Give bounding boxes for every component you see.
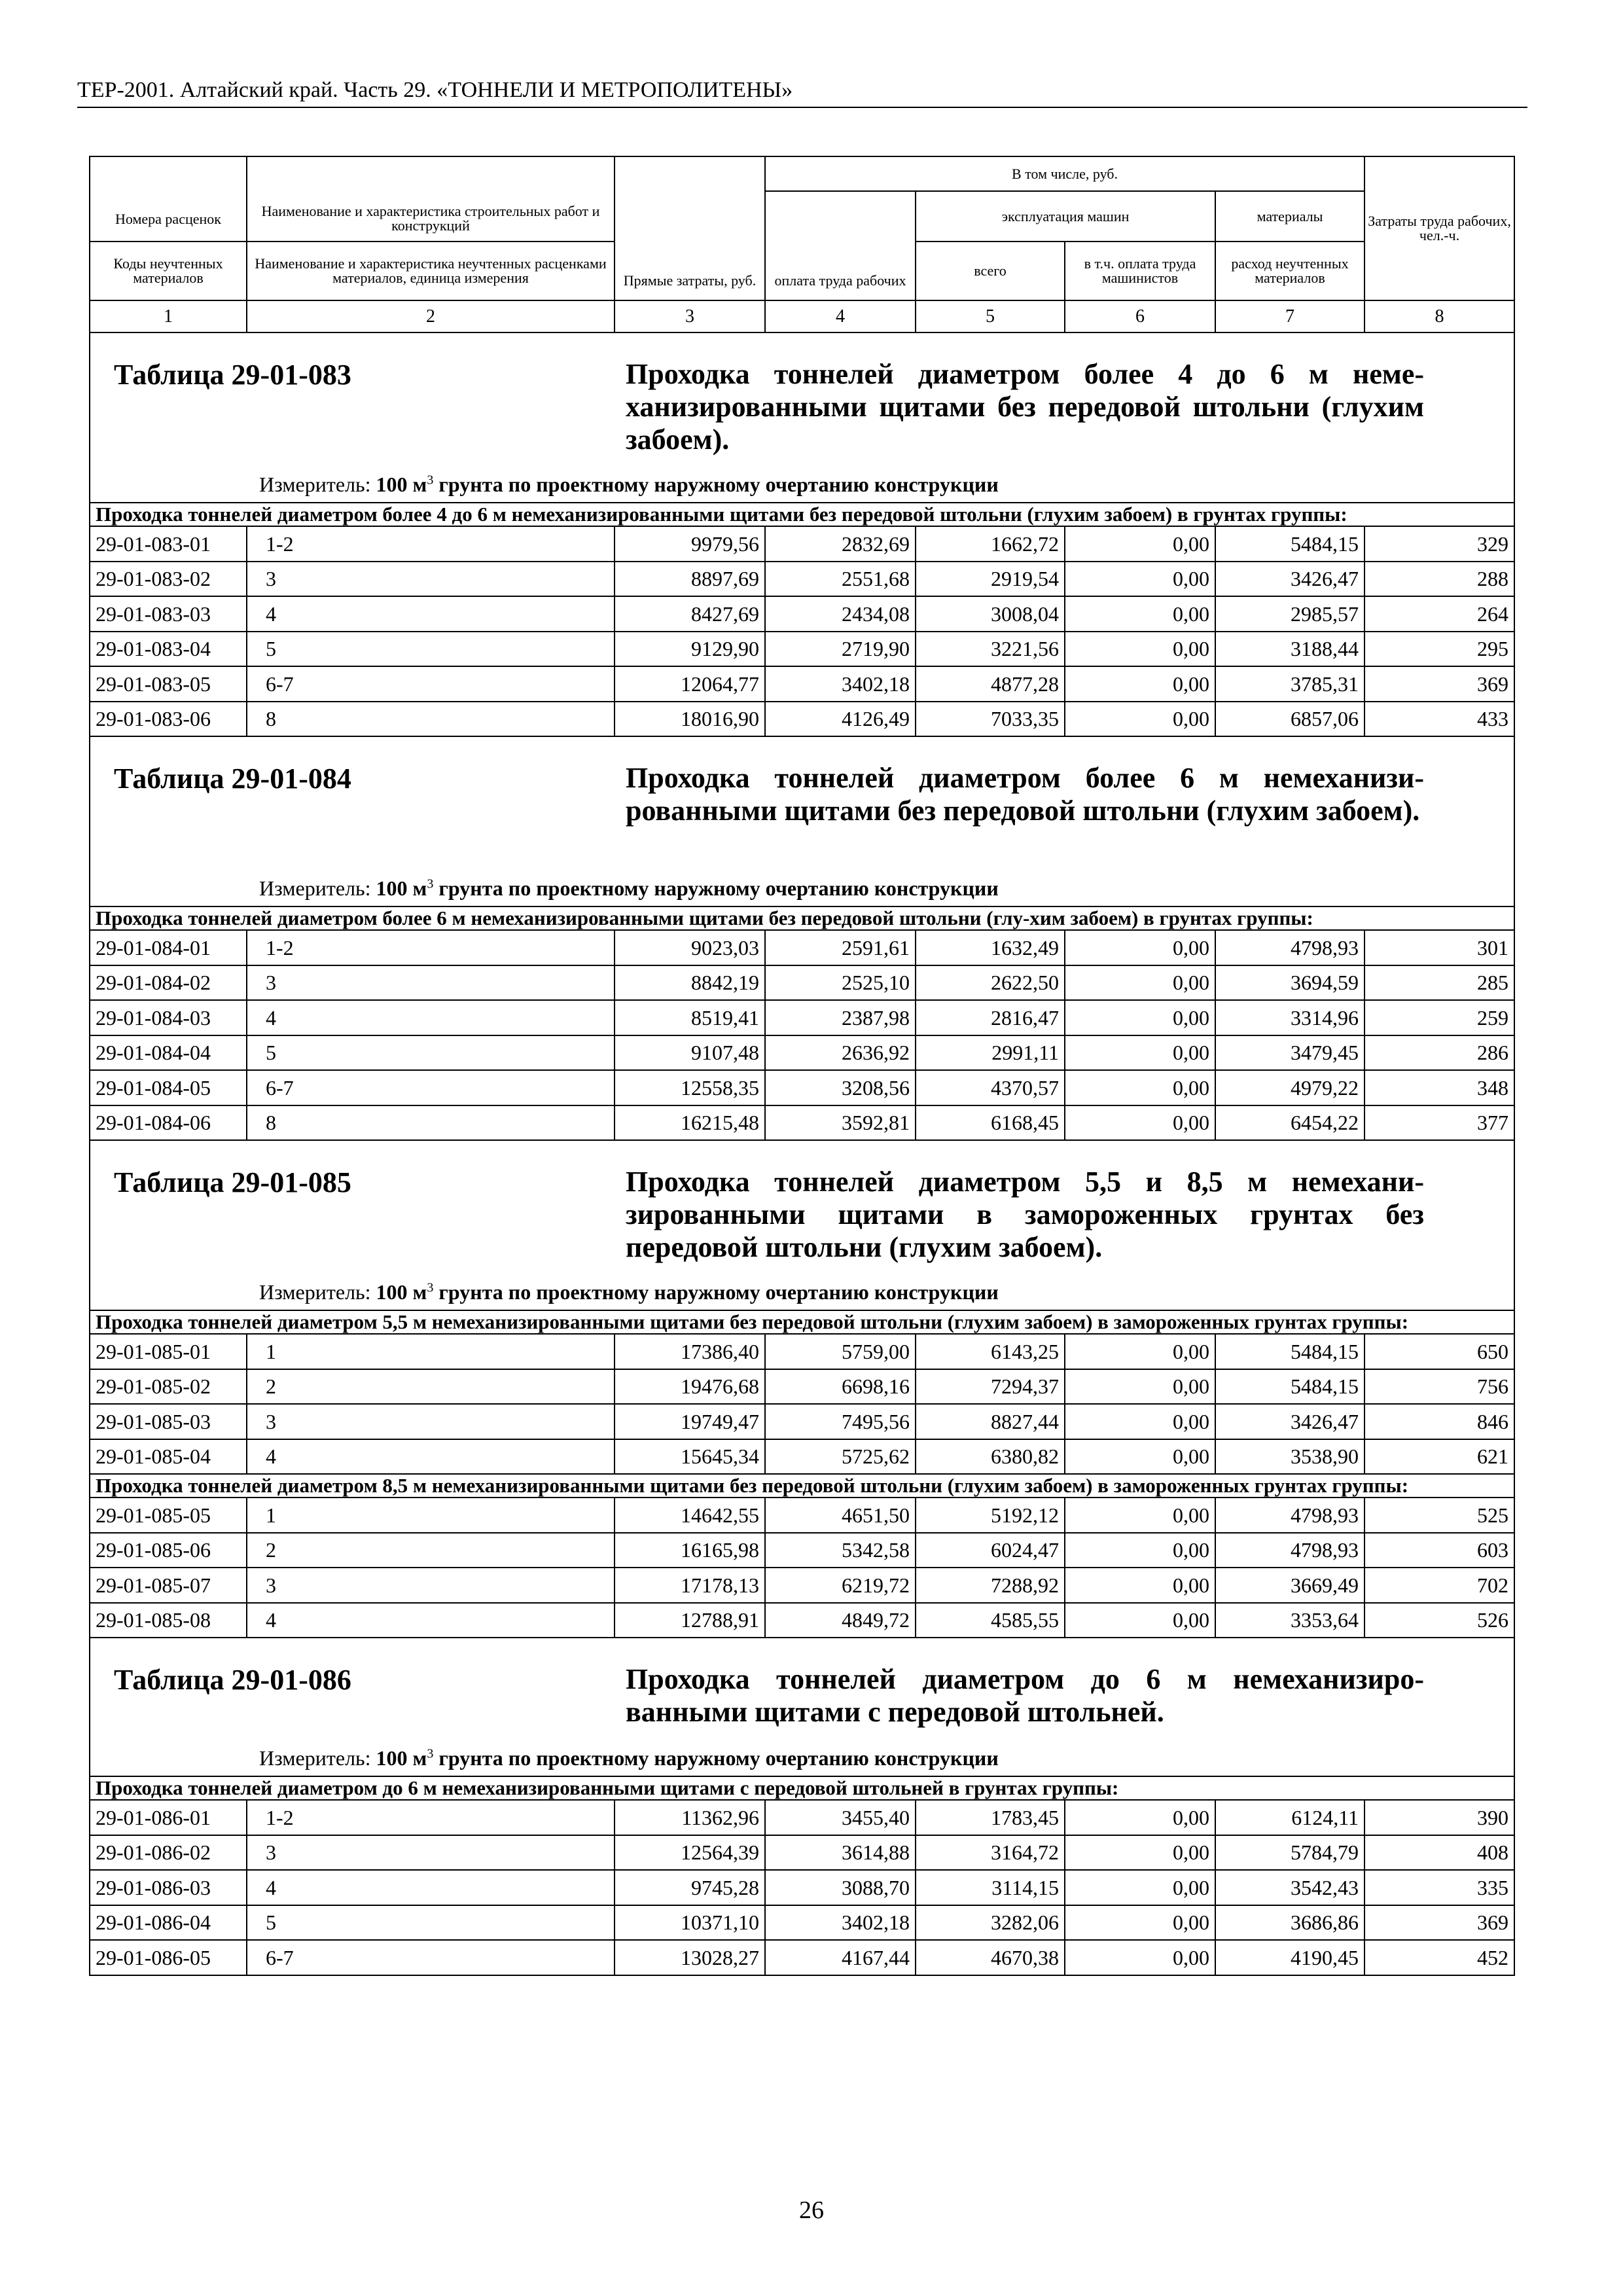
column-numbers-row <box>90 300 1514 332</box>
meter-unit: 100 м <box>376 1280 427 1304</box>
materials-cell: 6857,06 <box>1215 702 1364 737</box>
table-name: Проходка тоннелей диаметром до 6 м немеханизиро-ванными щитами с передовой штольней. <box>626 1663 1424 1728</box>
col-header-work-name: Наименование и характеристика строительных работ и конструкций <box>247 156 615 242</box>
table-title-cell <box>90 736 1514 906</box>
direct-costs-cell: 8897,69 <box>615 562 765 597</box>
labor-hours-cell: 433 <box>1364 702 1514 737</box>
rates-table <box>89 156 1515 1976</box>
machines-labor-cell: 0,00 <box>1065 1800 1215 1835</box>
labor-hours-cell: 329 <box>1364 526 1514 562</box>
materials-cell: 3188,44 <box>1215 632 1364 667</box>
materials-cell: 3669,49 <box>1215 1568 1364 1603</box>
machines-labor-cell: 0,00 <box>1065 965 1215 1001</box>
table-row <box>90 562 1514 597</box>
col-header-materials: материалы <box>1215 191 1364 242</box>
meter-unit-sup: 3 <box>427 876 434 891</box>
labor-hours-cell: 525 <box>1364 1498 1514 1533</box>
labor-pay-cell: 3208,56 <box>765 1070 916 1105</box>
ground-group-cell: 4 <box>247 1439 615 1475</box>
machines-total-cell: 7294,37 <box>916 1369 1065 1405</box>
rate-code-cell: 29-01-083-01 <box>90 526 247 562</box>
ground-group-cell: 4 <box>247 1603 615 1638</box>
table-row <box>90 1105 1514 1141</box>
group-subtitle: Проходка тоннелей диаметром до 6 м немеханизированными щитами с передовой штольней в грунтах группы: <box>90 1776 1514 1800</box>
col-header-materials-unaccounted: расход неучтенных материалов <box>1215 242 1364 300</box>
direct-costs-cell: 9023,03 <box>615 930 765 965</box>
table-title-cell <box>90 1638 1514 1776</box>
meter-unit-sup: 3 <box>427 1280 434 1295</box>
group-subtitle: Проходка тоннелей диаметром более 4 до 6 м немеханизированными щитами без передовой штольни (глухим забоем) в грунтах группы: <box>90 503 1514 526</box>
table-title-cell <box>90 332 1514 503</box>
machines-labor-cell: 0,00 <box>1065 1105 1215 1141</box>
machines-labor-cell: 0,00 <box>1065 1404 1215 1439</box>
labor-pay-cell: 7495,56 <box>765 1404 916 1439</box>
rate-code-cell: 29-01-085-03 <box>90 1404 247 1439</box>
direct-costs-cell: 9979,56 <box>615 526 765 562</box>
machines-total-cell: 6380,82 <box>916 1439 1065 1475</box>
rate-code-cell: 29-01-085-04 <box>90 1439 247 1475</box>
column-number: 7 <box>1215 300 1364 332</box>
rate-code-cell: 29-01-085-08 <box>90 1603 247 1638</box>
ground-group-cell: 6-7 <box>247 1070 615 1105</box>
labor-pay-cell: 3402,18 <box>765 666 916 702</box>
direct-costs-cell: 12564,39 <box>615 1835 765 1871</box>
group-subtitle: Проходка тоннелей диаметром более 6 м немеханизированными щитами без передовой штольни (глу-хим забоем) в грунтах группы: <box>90 906 1514 930</box>
machines-total-cell: 4585,55 <box>916 1603 1065 1638</box>
machines-labor-cell: 0,00 <box>1065 1334 1215 1369</box>
column-number: 4 <box>765 300 916 332</box>
labor-hours-cell: 846 <box>1364 1404 1514 1439</box>
direct-costs-cell: 12788,91 <box>615 1603 765 1638</box>
materials-cell: 3538,90 <box>1215 1439 1364 1475</box>
table-row <box>90 702 1514 737</box>
machines-total-cell: 4670,38 <box>916 1940 1065 1975</box>
ground-group-cell: 1-2 <box>247 1800 615 1835</box>
materials-cell: 3479,45 <box>1215 1035 1364 1071</box>
direct-costs-cell: 18016,90 <box>615 702 765 737</box>
table-meter <box>259 1746 999 1770</box>
machines-labor-cell: 0,00 <box>1065 1369 1215 1405</box>
table-row <box>90 1800 1514 1835</box>
col-header-machines-total: всего <box>916 242 1065 300</box>
table-label: Таблица 29-01-084 <box>114 762 351 795</box>
direct-costs-cell: 8427,69 <box>615 596 765 632</box>
meter-prefix: Измеритель: <box>259 1280 376 1304</box>
direct-costs-cell: 8842,19 <box>615 965 765 1001</box>
table-label: Таблица 29-01-086 <box>114 1664 351 1696</box>
machines-labor-cell: 0,00 <box>1065 1533 1215 1568</box>
labor-hours-cell: 621 <box>1364 1439 1514 1475</box>
machines-total-cell: 7288,92 <box>916 1568 1065 1603</box>
ground-group-cell: 3 <box>247 1568 615 1603</box>
labor-pay-cell: 4651,50 <box>765 1498 916 1533</box>
machines-total-cell: 6168,45 <box>916 1105 1065 1141</box>
group-subtitle-row <box>90 1474 1514 1498</box>
labor-pay-cell: 5342,58 <box>765 1533 916 1568</box>
direct-costs-cell: 19476,68 <box>615 1369 765 1405</box>
labor-hours-cell: 335 <box>1364 1870 1514 1905</box>
rate-code-cell: 29-01-085-02 <box>90 1369 247 1405</box>
machines-labor-cell: 0,00 <box>1065 1870 1215 1905</box>
rate-code-cell: 29-01-084-01 <box>90 930 247 965</box>
labor-pay-cell: 6219,72 <box>765 1568 916 1603</box>
labor-hours-cell: 452 <box>1364 1940 1514 1975</box>
labor-hours-cell: 408 <box>1364 1835 1514 1871</box>
rate-code-cell: 29-01-086-03 <box>90 1870 247 1905</box>
machines-labor-cell: 0,00 <box>1065 930 1215 965</box>
meter-prefix: Измеритель: <box>259 876 376 900</box>
materials-cell: 3426,47 <box>1215 1404 1364 1439</box>
machines-total-cell: 5192,12 <box>916 1498 1065 1533</box>
col-header-labor-pay: оплата труда рабочих <box>765 191 916 300</box>
machines-total-cell: 4877,28 <box>916 666 1065 702</box>
table-row <box>90 1533 1514 1568</box>
rate-code-cell: 29-01-083-02 <box>90 562 247 597</box>
labor-hours-cell: 369 <box>1364 666 1514 702</box>
table-row <box>90 1568 1514 1603</box>
rate-code-cell: 29-01-083-05 <box>90 666 247 702</box>
table-name: Проходка тоннелей диаметром более 4 до 6 м неме-ханизированными щитами без передовой штольни (глухим забоем). <box>626 358 1424 456</box>
table-row <box>90 666 1514 702</box>
labor-pay-cell: 6698,16 <box>765 1369 916 1405</box>
machines-labor-cell: 0,00 <box>1065 1498 1215 1533</box>
materials-cell: 2985,57 <box>1215 596 1364 632</box>
column-number: 5 <box>916 300 1065 332</box>
table-meter <box>259 1280 999 1304</box>
labor-pay-cell: 2551,68 <box>765 562 916 597</box>
materials-cell: 4190,45 <box>1215 1940 1364 1975</box>
meter-rest: грунта по проектному наружному очертанию конструкции <box>433 1280 999 1304</box>
ground-group-cell: 2 <box>247 1369 615 1405</box>
labor-pay-cell: 3614,88 <box>765 1835 916 1871</box>
machines-labor-cell: 0,00 <box>1065 1070 1215 1105</box>
machines-total-cell: 2919,54 <box>916 562 1065 597</box>
labor-pay-cell: 4849,72 <box>765 1603 916 1638</box>
labor-pay-cell: 3592,81 <box>765 1105 916 1141</box>
machines-total-cell: 6143,25 <box>916 1334 1065 1369</box>
direct-costs-cell: 9129,90 <box>615 632 765 667</box>
col-header-mat-names: Наименование и характеристика неучтенных расценками материалов, единица измерения <box>247 242 615 300</box>
direct-costs-cell: 9745,28 <box>615 1870 765 1905</box>
ground-group-cell: 3 <box>247 1835 615 1871</box>
direct-costs-cell: 9107,48 <box>615 1035 765 1071</box>
ground-group-cell: 1-2 <box>247 526 615 562</box>
col-header-mat-codes: Коды неучтенных материалов <box>90 242 247 300</box>
ground-group-cell: 6-7 <box>247 666 615 702</box>
ground-group-cell: 3 <box>247 562 615 597</box>
meter-unit: 100 м <box>376 876 427 900</box>
labor-pay-cell: 3402,18 <box>765 1905 916 1941</box>
materials-cell: 5484,15 <box>1215 526 1364 562</box>
group-subtitle: Проходка тоннелей диаметром 5,5 м немеханизированными щитами без передовой штольни (глухим забоем) в замороженных грунтах группы: <box>90 1310 1514 1334</box>
materials-cell: 5484,15 <box>1215 1334 1364 1369</box>
materials-cell: 5784,79 <box>1215 1835 1364 1871</box>
machines-labor-cell: 0,00 <box>1065 1568 1215 1603</box>
table-name: Проходка тоннелей диаметром более 6 м немеханизи-рованными щитами без передовой штольни (глухим забоем). <box>626 762 1424 827</box>
materials-cell: 5484,15 <box>1215 1369 1364 1405</box>
table-row <box>90 1905 1514 1941</box>
labor-pay-cell: 2525,10 <box>765 965 916 1001</box>
rate-code-cell: 29-01-083-04 <box>90 632 247 667</box>
column-number: 1 <box>90 300 247 332</box>
materials-cell: 3353,64 <box>1215 1603 1364 1638</box>
ground-group-cell: 3 <box>247 965 615 1001</box>
meter-rest: грунта по проектному наружному очертанию конструкции <box>433 1746 999 1770</box>
materials-cell: 6124,11 <box>1215 1800 1364 1835</box>
table-row <box>90 965 1514 1001</box>
ground-group-cell: 5 <box>247 1905 615 1941</box>
labor-hours-cell: 295 <box>1364 632 1514 667</box>
machines-labor-cell: 0,00 <box>1065 1000 1215 1035</box>
machines-total-cell: 3282,06 <box>916 1905 1065 1941</box>
rate-code-cell: 29-01-085-01 <box>90 1334 247 1369</box>
rate-code-cell: 29-01-084-03 <box>90 1000 247 1035</box>
rate-code-cell: 29-01-085-05 <box>90 1498 247 1533</box>
meter-unit: 100 м <box>376 1746 427 1770</box>
table-row <box>90 1070 1514 1105</box>
rate-code-cell: 29-01-085-07 <box>90 1568 247 1603</box>
labor-pay-cell: 2387,98 <box>765 1000 916 1035</box>
labor-hours-cell: 369 <box>1364 1905 1514 1941</box>
col-header-machines-labor: в т.ч. оплата труда машинистов <box>1065 242 1215 300</box>
table-row <box>90 1035 1514 1071</box>
rate-code-cell: 29-01-083-06 <box>90 702 247 737</box>
machines-labor-cell: 0,00 <box>1065 702 1215 737</box>
ground-group-cell: 4 <box>247 596 615 632</box>
materials-cell: 6454,22 <box>1215 1105 1364 1141</box>
group-subtitle-row <box>90 906 1514 930</box>
machines-labor-cell: 0,00 <box>1065 1835 1215 1871</box>
meter-prefix: Измеритель: <box>259 473 376 496</box>
labor-hours-cell: 264 <box>1364 596 1514 632</box>
labor-hours-cell: 286 <box>1364 1035 1514 1071</box>
table-title-row <box>90 1638 1514 1776</box>
direct-costs-cell: 14642,55 <box>615 1498 765 1533</box>
group-subtitle-row <box>90 1776 1514 1800</box>
ground-group-cell: 1-2 <box>247 930 615 965</box>
table-row <box>90 596 1514 632</box>
rate-code-cell: 29-01-086-01 <box>90 1800 247 1835</box>
table-title-cell <box>90 1140 1514 1310</box>
table-row <box>90 526 1514 562</box>
direct-costs-cell: 10371,10 <box>615 1905 765 1941</box>
direct-costs-cell: 13028,27 <box>615 1940 765 1975</box>
meter-unit: 100 м <box>376 473 427 496</box>
machines-labor-cell: 0,00 <box>1065 1905 1215 1941</box>
machines-labor-cell: 0,00 <box>1065 526 1215 562</box>
labor-pay-cell: 5759,00 <box>765 1334 916 1369</box>
meter-unit-sup: 3 <box>427 473 434 488</box>
direct-costs-cell: 11362,96 <box>615 1800 765 1835</box>
labor-hours-cell: 650 <box>1364 1334 1514 1369</box>
machines-labor-cell: 0,00 <box>1065 1603 1215 1638</box>
page-header: ТЕР-2001. Алтайский край. Часть 29. «ТОННЕЛИ И МЕТРОПОЛИТЕНЫ» <box>77 78 793 102</box>
materials-cell: 4798,93 <box>1215 1533 1364 1568</box>
table-row <box>90 632 1514 667</box>
page-number: 26 <box>799 2197 824 2224</box>
direct-costs-cell: 17386,40 <box>615 1334 765 1369</box>
ground-group-cell: 2 <box>247 1533 615 1568</box>
meter-unit-sup: 3 <box>427 1746 434 1761</box>
machines-total-cell: 2816,47 <box>916 1000 1065 1035</box>
ground-group-cell: 1 <box>247 1334 615 1369</box>
ground-group-cell: 8 <box>247 1105 615 1141</box>
group-subtitle: Проходка тоннелей диаметром 8,5 м немеханизированными щитами без передовой штольни (глухим забоем) в замороженных грунтах группы: <box>90 1474 1514 1498</box>
table-title-row <box>90 332 1514 503</box>
labor-hours-cell: 348 <box>1364 1070 1514 1105</box>
table-title-row <box>90 1140 1514 1310</box>
machines-total-cell: 3164,72 <box>916 1835 1065 1871</box>
rate-code-cell: 29-01-084-04 <box>90 1035 247 1071</box>
labor-hours-cell: 301 <box>1364 930 1514 965</box>
machines-total-cell: 1632,49 <box>916 930 1065 965</box>
direct-costs-cell: 12558,35 <box>615 1070 765 1105</box>
labor-pay-cell: 2591,61 <box>765 930 916 965</box>
rate-code-cell: 29-01-085-06 <box>90 1533 247 1568</box>
table-row <box>90 1404 1514 1439</box>
group-subtitle-row <box>90 1310 1514 1334</box>
ground-group-cell: 5 <box>247 1035 615 1071</box>
labor-pay-cell: 3088,70 <box>765 1870 916 1905</box>
table-row <box>90 1000 1514 1035</box>
labor-pay-cell: 2832,69 <box>765 526 916 562</box>
rate-code-cell: 29-01-083-03 <box>90 596 247 632</box>
materials-cell: 3694,59 <box>1215 965 1364 1001</box>
table-row <box>90 1603 1514 1638</box>
machines-total-cell: 7033,35 <box>916 702 1065 737</box>
column-number: 8 <box>1364 300 1514 332</box>
machines-labor-cell: 0,00 <box>1065 666 1215 702</box>
materials-cell: 3785,31 <box>1215 666 1364 702</box>
table-row <box>90 1439 1514 1475</box>
labor-hours-cell: 603 <box>1364 1533 1514 1568</box>
ground-group-cell: 5 <box>247 632 615 667</box>
machines-total-cell: 6024,47 <box>916 1533 1065 1568</box>
machines-total-cell: 4370,57 <box>916 1070 1065 1105</box>
table-meter <box>259 473 999 497</box>
labor-pay-cell: 5725,62 <box>765 1439 916 1475</box>
rate-code-cell: 29-01-084-06 <box>90 1105 247 1141</box>
labor-hours-cell: 288 <box>1364 562 1514 597</box>
materials-cell: 3426,47 <box>1215 562 1364 597</box>
ground-group-cell: 3 <box>247 1404 615 1439</box>
labor-hours-cell: 377 <box>1364 1105 1514 1141</box>
labor-hours-cell: 390 <box>1364 1800 1514 1835</box>
labor-pay-cell: 2719,90 <box>765 632 916 667</box>
direct-costs-cell: 12064,77 <box>615 666 765 702</box>
header-rule <box>77 107 1527 108</box>
table-row <box>90 1835 1514 1871</box>
rate-code-cell: 29-01-086-05 <box>90 1940 247 1975</box>
group-subtitle-row <box>90 503 1514 526</box>
table-row <box>90 1498 1514 1533</box>
col-header-machines: эксплуатация машин <box>916 191 1215 242</box>
materials-cell: 4798,93 <box>1215 1498 1364 1533</box>
machines-total-cell: 2622,50 <box>916 965 1065 1001</box>
ground-group-cell: 1 <box>247 1498 615 1533</box>
direct-costs-cell: 16215,48 <box>615 1105 765 1141</box>
machines-total-cell: 3114,15 <box>916 1870 1065 1905</box>
direct-costs-cell: 8519,41 <box>615 1000 765 1035</box>
machines-labor-cell: 0,00 <box>1065 562 1215 597</box>
direct-costs-cell: 19749,47 <box>615 1404 765 1439</box>
labor-pay-cell: 4126,49 <box>765 702 916 737</box>
materials-cell: 3542,43 <box>1215 1870 1364 1905</box>
table-meter <box>259 876 999 901</box>
machines-total-cell: 3221,56 <box>916 632 1065 667</box>
ground-group-cell: 6-7 <box>247 1940 615 1975</box>
table-row <box>90 1940 1514 1975</box>
labor-pay-cell: 2434,08 <box>765 596 916 632</box>
col-header-direct-costs: Прямые затраты, руб. <box>615 156 765 300</box>
labor-hours-cell: 285 <box>1364 965 1514 1001</box>
ground-group-cell: 4 <box>247 1000 615 1035</box>
labor-hours-cell: 259 <box>1364 1000 1514 1035</box>
column-number: 2 <box>247 300 615 332</box>
labor-pay-cell: 2636,92 <box>765 1035 916 1071</box>
table-name: Проходка тоннелей диаметром 5,5 и 8,5 м немехани-зированными щитами в замороженных грунтах без передовой штольни (глухим забоем). <box>626 1166 1424 1263</box>
materials-cell: 3314,96 <box>1215 1000 1364 1035</box>
machines-labor-cell: 0,00 <box>1065 1035 1215 1071</box>
table-row <box>90 1369 1514 1405</box>
table-label: Таблица 29-01-083 <box>114 359 351 391</box>
table-row <box>90 1334 1514 1369</box>
table-label: Таблица 29-01-085 <box>114 1166 351 1198</box>
col-header-in-that: В том числе, руб. <box>765 156 1364 191</box>
meter-rest: грунта по проектному наружному очертанию конструкции <box>433 473 999 496</box>
machines-total-cell: 3008,04 <box>916 596 1065 632</box>
direct-costs-cell: 15645,34 <box>615 1439 765 1475</box>
machines-labor-cell: 0,00 <box>1065 596 1215 632</box>
labor-hours-cell: 756 <box>1364 1369 1514 1405</box>
table-title-row <box>90 736 1514 906</box>
machines-total-cell: 1662,72 <box>916 526 1065 562</box>
rate-code-cell: 29-01-084-02 <box>90 965 247 1001</box>
column-number: 3 <box>615 300 765 332</box>
machines-labor-cell: 0,00 <box>1065 632 1215 667</box>
labor-hours-cell: 526 <box>1364 1603 1514 1638</box>
ground-group-cell: 8 <box>247 702 615 737</box>
column-number: 6 <box>1065 300 1215 332</box>
direct-costs-cell: 16165,98 <box>615 1533 765 1568</box>
ground-group-cell: 4 <box>247 1870 615 1905</box>
rate-code-cell: 29-01-086-04 <box>90 1905 247 1941</box>
materials-cell: 4798,93 <box>1215 930 1364 965</box>
col-header-codes: Номера расценок <box>90 156 247 242</box>
machines-total-cell: 8827,44 <box>916 1404 1065 1439</box>
table-row <box>90 1870 1514 1905</box>
labor-hours-cell: 702 <box>1364 1568 1514 1603</box>
machines-labor-cell: 0,00 <box>1065 1940 1215 1975</box>
meter-rest: грунта по проектному наружному очертанию конструкции <box>433 876 999 900</box>
rate-code-cell: 29-01-086-02 <box>90 1835 247 1871</box>
labor-pay-cell: 3455,40 <box>765 1800 916 1835</box>
meter-prefix: Измеритель: <box>259 1746 376 1770</box>
rate-code-cell: 29-01-084-05 <box>90 1070 247 1105</box>
materials-cell: 3686,86 <box>1215 1905 1364 1941</box>
col-header-labor-hours: Затраты труда рабочих, чел.-ч. <box>1364 156 1514 300</box>
machines-labor-cell: 0,00 <box>1065 1439 1215 1475</box>
machines-total-cell: 1783,45 <box>916 1800 1065 1835</box>
materials-cell: 4979,22 <box>1215 1070 1364 1105</box>
labor-pay-cell: 4167,44 <box>765 1940 916 1975</box>
direct-costs-cell: 17178,13 <box>615 1568 765 1603</box>
table-row <box>90 930 1514 965</box>
machines-total-cell: 2991,11 <box>916 1035 1065 1071</box>
